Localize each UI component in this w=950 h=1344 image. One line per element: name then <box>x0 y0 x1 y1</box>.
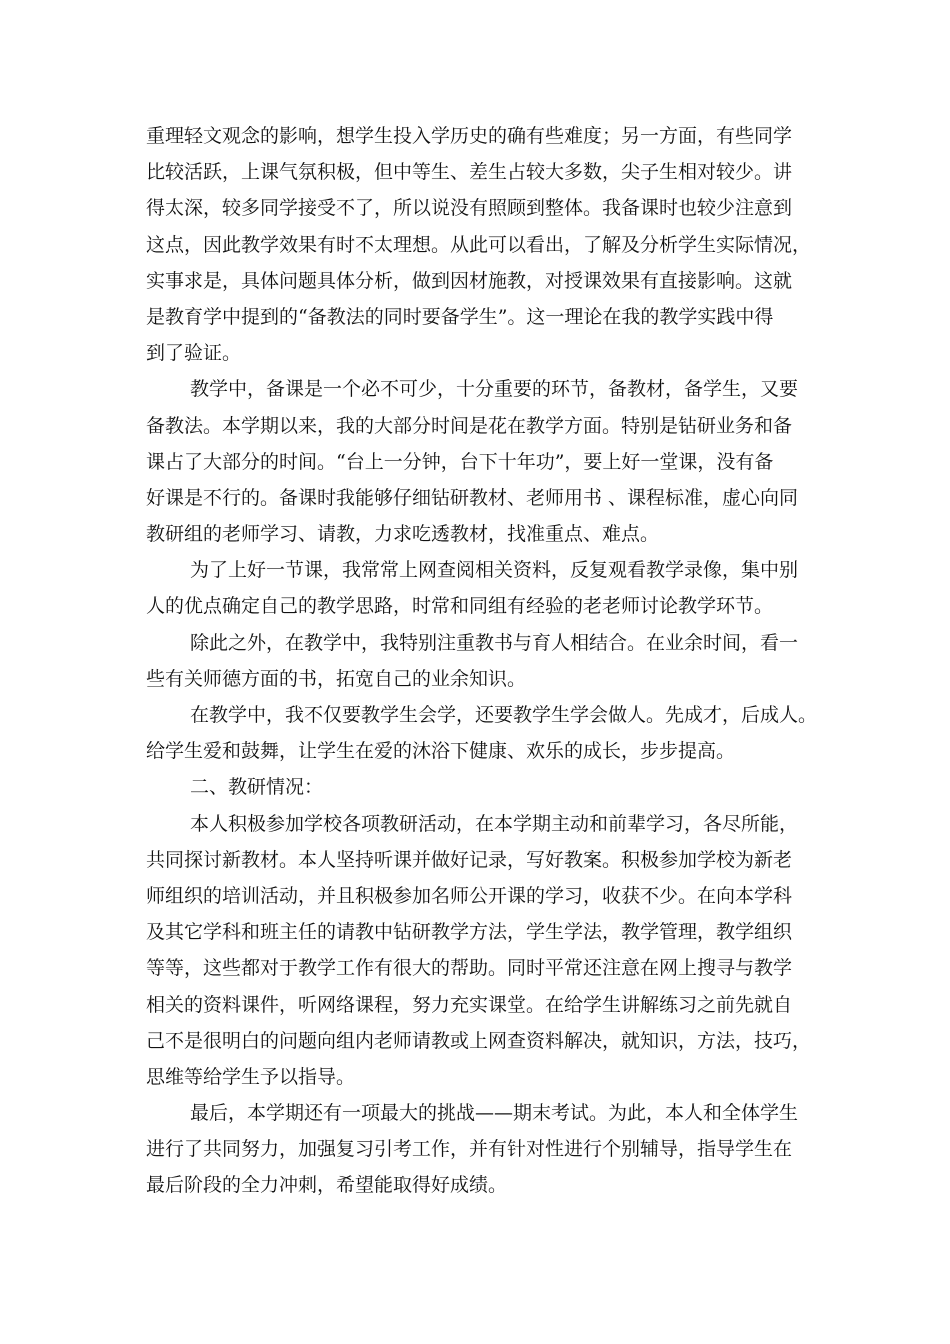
text-line: 相关的资料课件，听网络课程，努力充实课堂。在给学生讲解练习之前先就自 <box>146 993 793 1016</box>
text-line: 比较活跃，上课气氛积极，但中等生、差生占较大多数，尖子生相对较少。讲 <box>146 161 793 184</box>
text-line: 这点，因此教学效果有时不太理想。从此可以看出，了解及分析学生实际情况， <box>146 233 812 256</box>
text-line: 到了验证。 <box>146 342 242 365</box>
text-line: 最后，本学期还有一项最大的挑战——期末考试。为此，本人和全体学生 <box>190 1102 799 1125</box>
text-line: 及其它学科和班主任的请教中钻研教学方法，学生学法，教学管理，教学组织 <box>146 921 793 944</box>
text-line: 师组织的培训活动，并且积极参加名师公开课的学习，收获不少。在向本学科 <box>146 884 793 907</box>
document-body <box>146 118 826 1204</box>
text-line: 教学中，备课是一个必不可少，十分重要的环节，备教材，备学生，又要 <box>190 378 799 401</box>
text-line: 等等，这些都对于教学工作有很大的帮助。同时平常还注意在网上搜寻与教学 <box>146 957 793 980</box>
text-line: 本人积极参加学校各项教研活动，在本学期主动和前辈学习，各尽所能， <box>190 812 799 835</box>
text-line: 得太深，较多同学接受不了，所以说没有照顾到整体。我备课时也较少注意到 <box>146 197 793 220</box>
text-line: 教研组的老师学习、请教，力求吃透教材，找准重点、难点。 <box>146 523 660 546</box>
text-line: 二、教研情况： <box>190 776 324 799</box>
text-line: 人的优点确定自己的教学思路，时常和同组有经验的老老师讨论教学环节。 <box>146 595 774 618</box>
text-line: 实事求是，具体问题具体分析，做到因材施教，对授课效果有直接影响。这就 <box>146 269 793 292</box>
text-line: 备教法。本学期以来，我的大部分时间是花在教学方面。特别是钻研业务和备 <box>146 414 793 437</box>
text-line: 些有关师德方面的书，拓宽自己的业余知识。 <box>146 667 527 690</box>
text-line: 在教学中，我不仅要教学生会学，还要教学生学会做人。先成才，后成人。 <box>190 704 818 726</box>
text-line: 重理轻文观念的影响，想学生投入学历史的确有些难度；另一方面，有些同学 <box>146 125 793 147</box>
text-line: 除此之外，在教学中，我特别注重教书与育人相结合。在业余时间，看一 <box>190 631 799 654</box>
text-line: 进行了共同努力，加强复习引考工作，并有针对性进行个别辅导，指导学生在 <box>146 1138 793 1161</box>
text-line: 为了上好一节课，我常常上网查阅相关资料，反复观看教学录像，集中别 <box>190 559 799 582</box>
text-line: 好课是不行的。备课时我能够仔细钻研教材、老师用书 、课程标准，虚心向同 <box>146 486 799 509</box>
text-line: 是教育学中提到的“备教法的同时要备学生”。这一理论在我的教学实践中得 <box>146 305 774 328</box>
text-line: 共同探讨新教材。本人坚持听课并做好记录，写好教案。积极参加学校为新老 <box>146 848 793 871</box>
text-line: 最后阶段的全力冲刺，希望能取得好成绩。 <box>146 1174 508 1197</box>
text-line: 课占了大部分的时间。“台上一分钟，台下十年功”，要上好一堂课，没有备 <box>146 450 774 473</box>
text-line: 思维等给学生予以指导。 <box>146 1065 356 1088</box>
text-line: 给学生爱和鼓舞，让学生在爱的沐浴下健康、欢乐的成长，步步提高。 <box>146 740 736 763</box>
text-line: 己不是很明白的问题向组内老师请教或上网查资料解决，就知识，方法，技巧， <box>146 1029 812 1052</box>
